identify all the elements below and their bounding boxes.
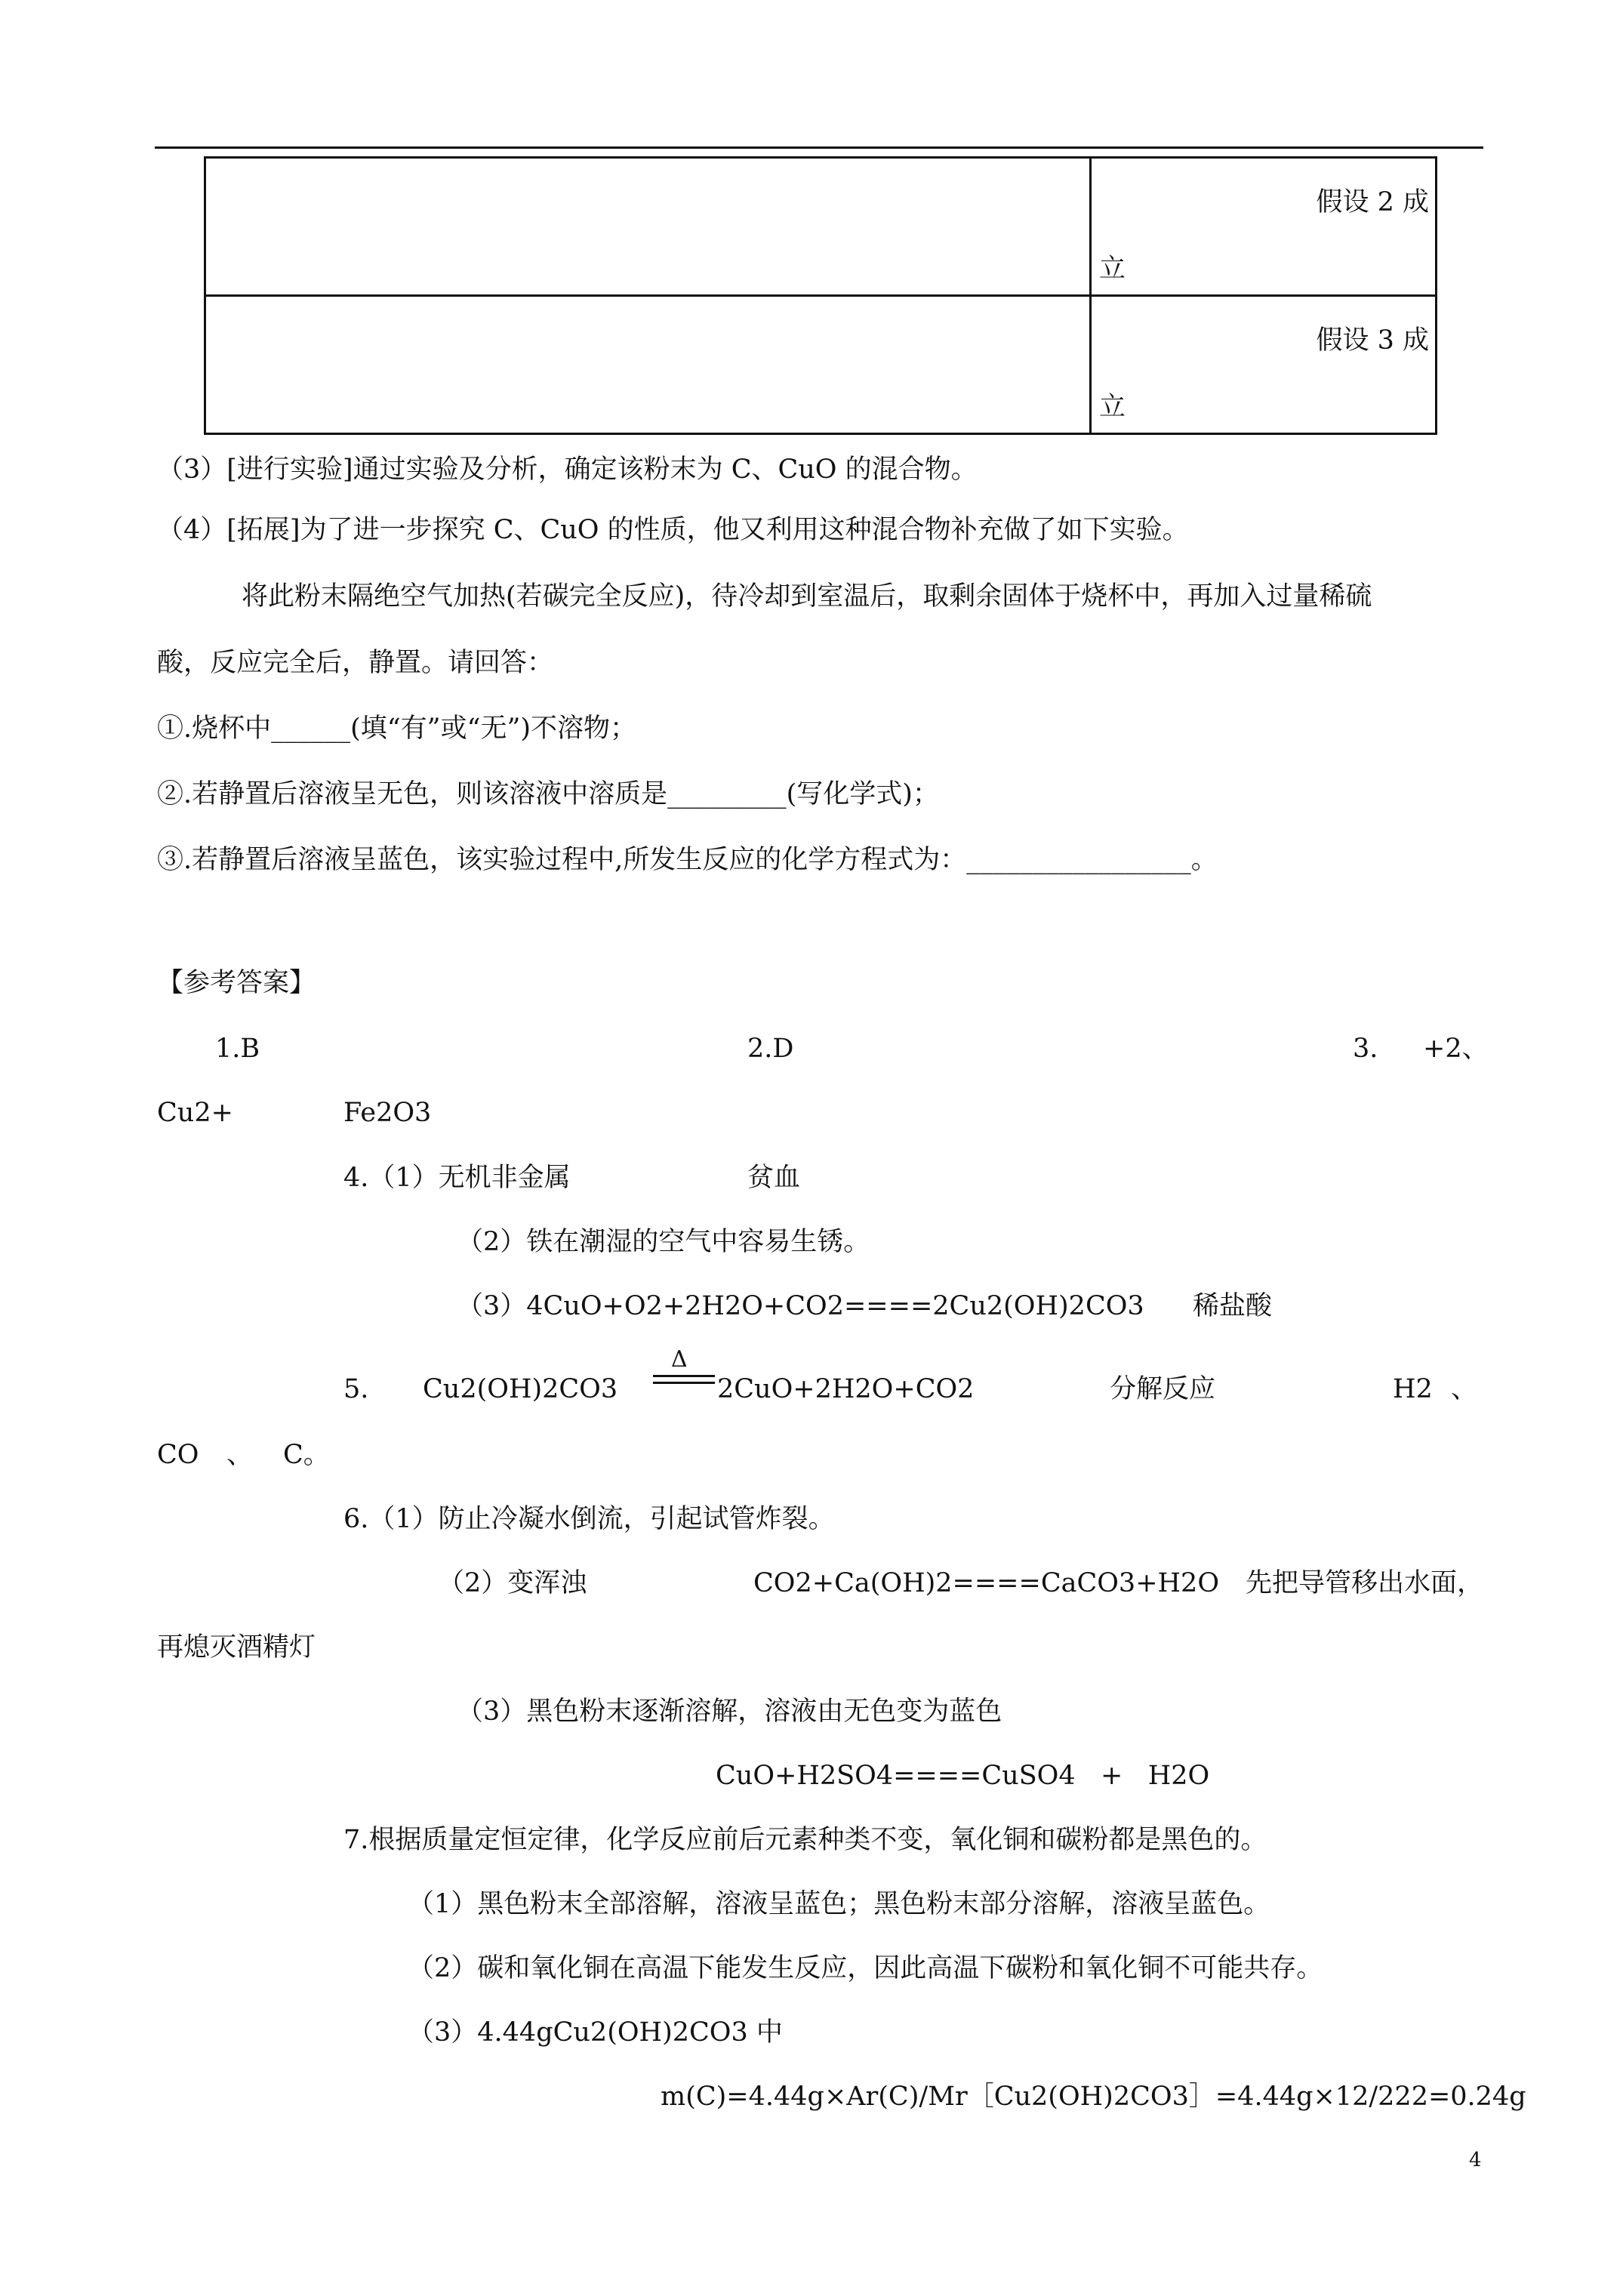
question-2: ②.若静置后溶液呈无色，则该溶液中溶质是_________(写化学式)； (157, 779, 939, 809)
answer-5-reactant: Cu2(OH)2CO3 (423, 1374, 618, 1404)
answer-5-products: 2CuO+2H2O+CO2 (717, 1374, 975, 1404)
answer-4-2: （2）铁在潮湿的空气中容易生锈。 (457, 1227, 870, 1257)
answer-6-2-step: 先把导管移出水面， (1246, 1568, 1484, 1598)
answer-6-2: （2）变浑浊 (438, 1568, 587, 1598)
answer-3-ion: Cu2+ (157, 1098, 233, 1128)
conclusion-text: 假设 3 成 (1316, 325, 1429, 356)
paragraph-procedure-cont: 酸，反应完全后，静置。请回答： (157, 648, 554, 678)
answer-6-1: 6.（1）防止冷凝水倒流，引起试管炸裂。 (343, 1504, 835, 1534)
answer-4-1b: 贫血 (747, 1163, 801, 1193)
answer-5-co: CO (157, 1440, 199, 1470)
answer-3-number: 3. (1353, 1034, 1378, 1064)
hypothesis-table (204, 156, 1437, 435)
answer-7: 7.根据质量定恒定律，化学反应前后元素种类不变，氧化铜和碳粉都是黑色的。 (343, 1825, 1267, 1855)
answer-4-3: （3）4CuO+O2+2H2O+CO2====2Cu2(OH)2CO3 (457, 1291, 1144, 1321)
answer-5-type: 分解反应 (1110, 1374, 1216, 1404)
conclusion-text-wrap: 立 (1099, 392, 1126, 422)
table-row (205, 296, 1437, 434)
answer-5-sep: 、 (1451, 1374, 1478, 1404)
answer-6-3: （3）黑色粉末逐渐溶解，溶液由无色变为蓝色 (457, 1697, 1002, 1727)
answer-3-valence: +2、 (1423, 1034, 1489, 1064)
answer-7-2: （2）碳和氧化铜在高温下能发生反应，因此高温下碳粉和氧化铜不可能共存。 (408, 1953, 1323, 1983)
answer-5-h2: H2 (1393, 1374, 1433, 1404)
answer-5-delta: Δ (671, 1346, 688, 1373)
table-cell-method (205, 158, 1091, 296)
question-3: ③.若静置后溶液呈蓝色，该实验过程中,所发生反应的化学方程式为：_________________。 (157, 845, 1218, 875)
answer-3-formula: Fe2O3 (343, 1098, 432, 1128)
conclusion-text-wrap: 立 (1099, 254, 1126, 284)
answer-7-1: （1）黑色粉末全部溶解，溶液呈蓝色；黑色粉末部分溶解，溶液呈蓝色。 (408, 1889, 1270, 1919)
equation-bar (653, 1375, 715, 1377)
answer-5-c: C。 (283, 1440, 330, 1470)
table-cell-method (205, 296, 1091, 434)
answer-2: 2.D (747, 1034, 794, 1064)
conclusion-text: 假设 2 成 (1316, 187, 1429, 217)
answer-4-3b: 稀盐酸 (1193, 1291, 1273, 1321)
answer-5-number: 5. (343, 1374, 369, 1404)
answer-6-3-equation: CuO+H2SO4====CuSO4 + H2O (716, 1761, 1210, 1791)
paragraph-experiment: （3）[进行实验]通过实验及分析，确定该粉末为 C、CuO 的混合物。 (157, 455, 978, 485)
answer-5-sep: 、 (226, 1440, 254, 1470)
table-cell-conclusion (1091, 158, 1437, 296)
answer-1: 1.B (215, 1034, 260, 1064)
paragraph-procedure: 将此粉末隔绝空气加热(若碳完全反应)，待冷却到室温后，取剩余固体于烧杯中，再加入过量稀硫 (242, 581, 1372, 612)
answer-6-2-equation: CO2+Ca(OH)2====CaCO3+H2O (753, 1568, 1220, 1598)
page-number: 4 (1469, 2149, 1482, 2171)
equation-bar (653, 1382, 715, 1384)
table-row (205, 158, 1437, 296)
table-cell-conclusion (1091, 296, 1437, 434)
answer-7-3-calculation: m(C)=4.44g×Ar(C)/Mr［Cu2(OH)2CO3］=4.44g×12/222=0.24g (661, 2082, 1526, 2112)
answer-6-2-step-cont: 再熄灭酒精灯 (157, 1632, 316, 1663)
question-1: ①.烧杯中______(填“有”或“无”)不溶物； (157, 713, 637, 744)
answers-heading: 【参考答案】 (157, 968, 316, 998)
answer-4-1: 4.（1）无机非金属 (343, 1163, 571, 1193)
header-rule (155, 146, 1483, 149)
paragraph-extension: （4）[拓展]为了进一步探究 C、CuO 的性质，他又利用这种混合物补充做了如下实验。 (157, 515, 1189, 545)
answer-7-3: （3）4.44gCu2(OH)2CO3 中 (408, 2017, 783, 2048)
